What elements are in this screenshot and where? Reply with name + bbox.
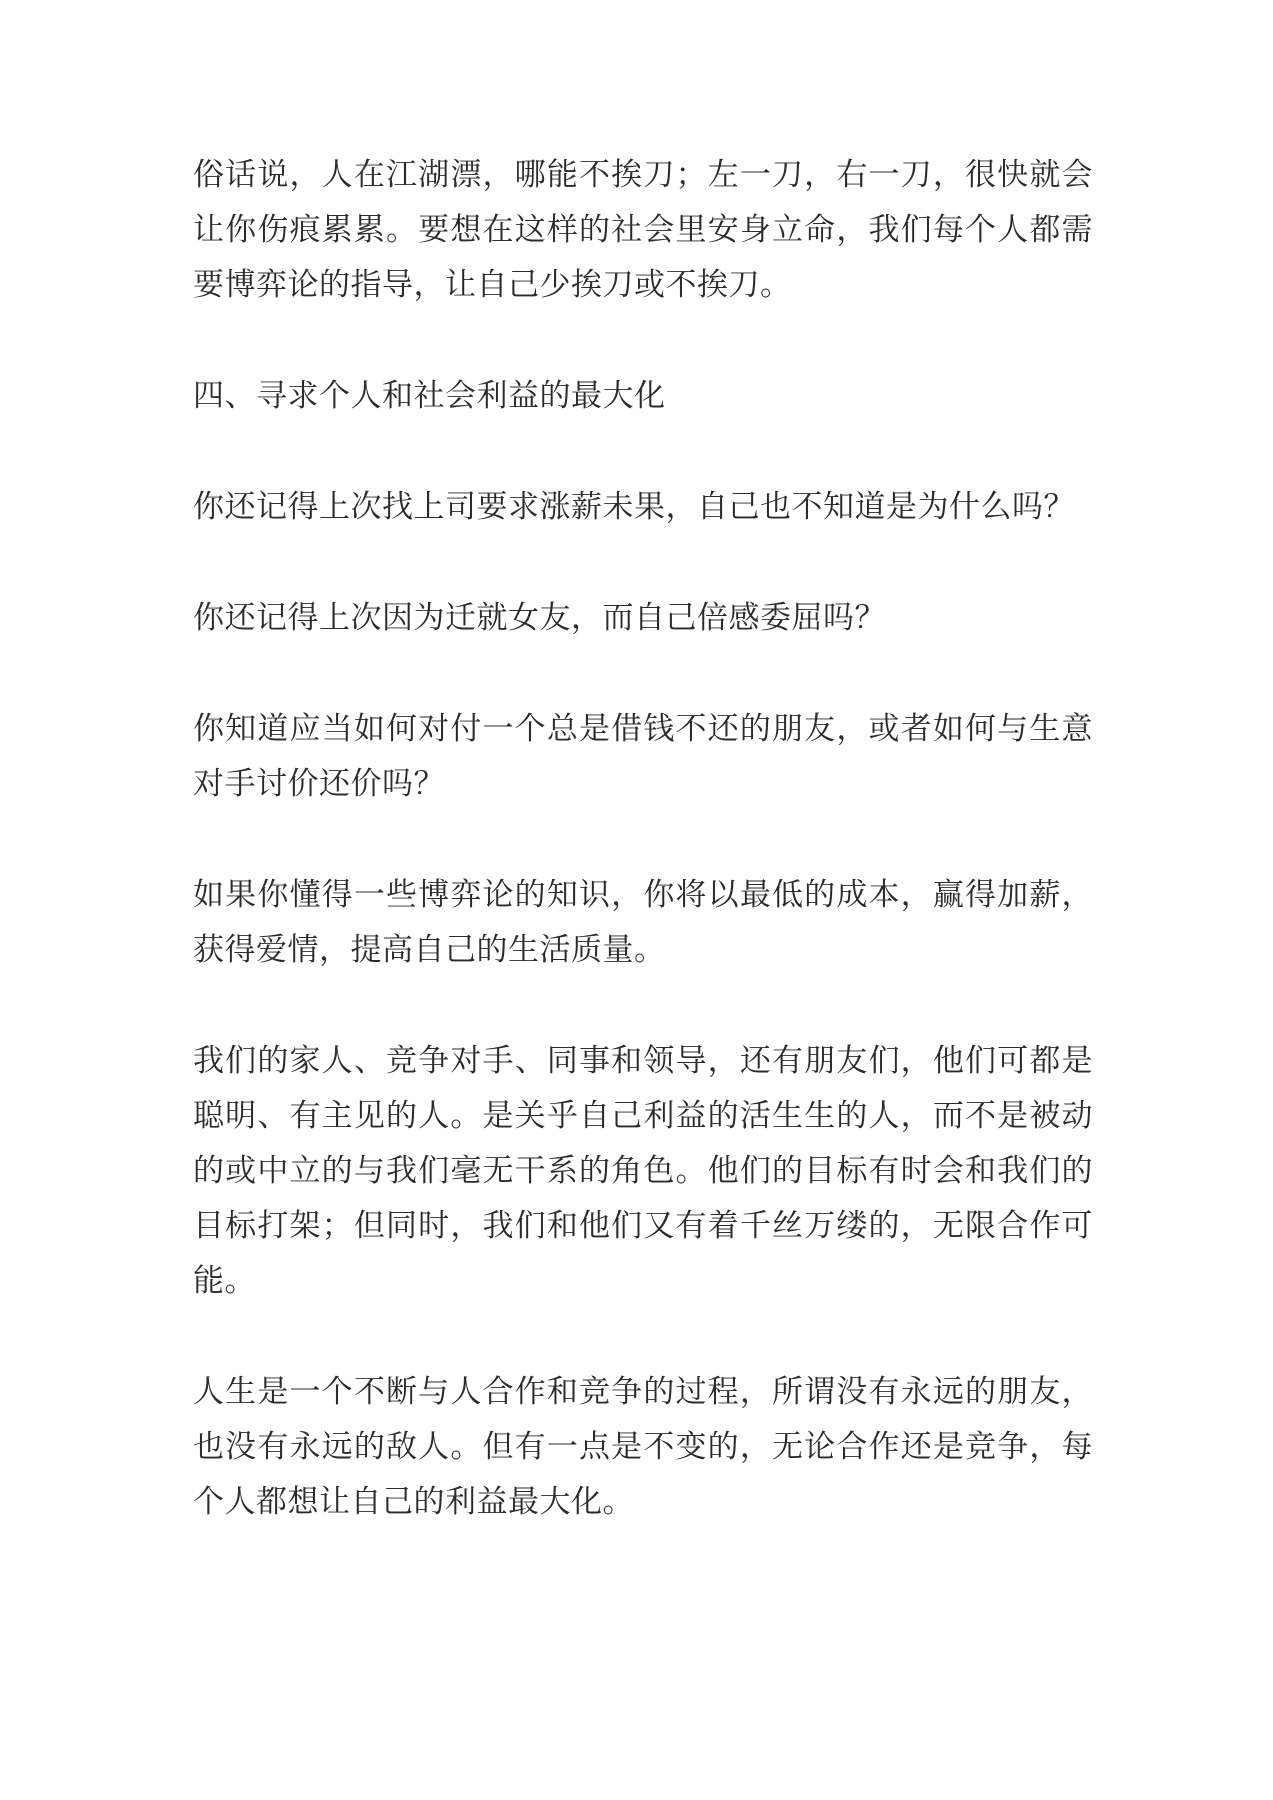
paragraph-others: 我们的家人、竞争对手、同事和领导，还有朋友们，他们可都是聪明、有主见的人。是关乎自己利益的活生生的人，而不是被动的或中立的与我们毫无干系的角色。他们的目标有时会和我们的目标打架；但同时，我们和他们又有着千丝万缕的，无限合作可能。 <box>193 1043 1093 1299</box>
paragraph-game-theory-benefit: 如果你懂得一些博弈论的知识，你将以最低的成本，赢得加薪，获得爱情，提高自己的生活质量。 <box>193 877 1093 968</box>
document-body <box>193 148 1093 1586</box>
paragraph-life: 人生是一个不断与人合作和竞争的过程，所谓没有永远的朋友，也没有永远的敌人。但有一点是不变的，无论合作还是竞争，每个人都想让自己的利益最大化。 <box>193 1374 1093 1520</box>
paragraph-raise: 你还记得上次找上司要求涨薪未果，自己也不知道是为什么吗？ <box>193 489 1075 525</box>
section-heading: 四、寻求个人和社会利益的最大化 <box>193 378 666 414</box>
paragraph-girlfriend: 你还记得上次因为迁就女友，而自己倍感委屈吗？ <box>193 600 886 636</box>
paragraph-friend-bargain: 你知道应当如何对付一个总是借钱不还的朋友，或者如何与生意对手讨价还价吗？ <box>193 711 1093 802</box>
paragraph-intro: 俗话说，人在江湖漂，哪能不挨刀；左一刀，右一刀，很快就会让你伤痕累累。要想在这样的社会里安身立命，我们每个人都需要博弈论的指导，让自己少挨刀或不挨刀。 <box>193 157 1093 303</box>
